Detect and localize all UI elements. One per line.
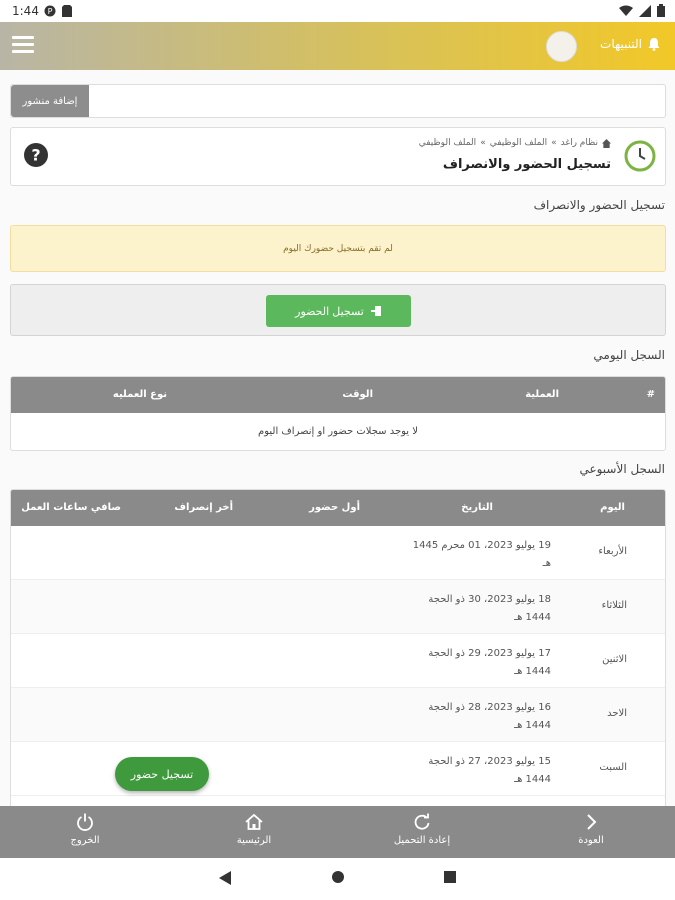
table-header <box>11 377 665 413</box>
weekly-log-table <box>10 489 666 806</box>
nav-back[interactable] <box>536 812 646 846</box>
row-date: 18 يوليو 2023، 30 ذو الحجة 1444 هـ <box>428 594 551 623</box>
row-day: الاحد <box>607 708 627 719</box>
svg-text:P: P <box>47 7 53 16</box>
breadcrumb-item[interactable]: الملف الوظيفي <box>489 138 548 148</box>
sim-card-icon <box>62 5 72 20</box>
column-header: # <box>646 389 655 400</box>
battery-icon <box>657 4 665 17</box>
column-header: نوع العمليه <box>112 389 167 400</box>
checkin-panel <box>10 284 666 336</box>
page-header-card <box>10 127 666 186</box>
svg-text:?: ? <box>31 145 41 165</box>
bell-icon <box>647 37 661 51</box>
column-header: أول حضور <box>309 502 360 513</box>
daily-log-table <box>10 376 666 451</box>
clock-icon <box>623 139 657 173</box>
column-header: أخر إنصراف <box>174 502 233 513</box>
notifications-label: التنبيهات <box>600 37 642 51</box>
chevron-right-icon <box>581 812 601 832</box>
row-date: 16 يوليو 2023، 28 ذو الحجة 1444 هـ <box>428 702 551 731</box>
alert-message: لم تقم بتسجيل حضورك اليوم <box>283 243 393 254</box>
table-row <box>11 634 665 688</box>
wifi-icon <box>619 5 633 17</box>
table-row <box>11 688 665 742</box>
row-day: الاثنين <box>602 654 627 665</box>
reload-icon <box>412 812 432 832</box>
row-day: الثلاثاء <box>601 600 627 611</box>
cloud-sync-icon <box>44 5 56 20</box>
table-row <box>11 742 665 796</box>
row-day: الأربعاء <box>598 546 627 557</box>
door-enter-icon <box>370 305 382 317</box>
app-header <box>0 22 675 70</box>
help-icon[interactable] <box>23 142 49 168</box>
home-icon <box>602 139 611 148</box>
column-header: الوقت <box>342 389 373 400</box>
table-row <box>11 580 665 634</box>
column-header: التاريخ <box>461 502 493 513</box>
nav-label: الخروج <box>70 835 100 846</box>
column-header: صافي ساعات العمل <box>21 502 121 513</box>
nav-logout[interactable] <box>30 812 140 846</box>
notifications-button[interactable] <box>600 37 661 51</box>
table-body <box>11 526 665 796</box>
row-day: السبت <box>599 762 627 773</box>
quick-checkin-button[interactable]: تسجيل حضور <box>115 757 209 791</box>
power-icon <box>75 812 95 832</box>
bottom-navigation <box>0 806 675 858</box>
nav-home[interactable] <box>199 812 309 846</box>
page-content <box>0 70 675 806</box>
breadcrumb-item[interactable]: نظام راغد <box>560 138 598 148</box>
breadcrumb-separator-icon: » <box>551 138 557 148</box>
status-icons-right <box>619 4 665 20</box>
home-circle-icon[interactable] <box>331 870 345 884</box>
row-date: 17 يوليو 2023، 29 ذو الحجة 1444 هـ <box>428 648 551 677</box>
row-date: 15 يوليو 2023، 27 ذو الحجة 1444 هـ <box>428 756 551 785</box>
breadcrumb-item: الملف الوظيفي <box>418 138 477 148</box>
nav-reload[interactable] <box>367 812 477 846</box>
post-composer[interactable] <box>10 84 666 118</box>
nav-label: العودة <box>578 835 604 846</box>
section-title: تسجيل الحضور والانصراف <box>533 198 665 212</box>
page-title: تسجيل الحضور والانصراف <box>442 157 611 172</box>
empty-state-message: لا يوجد سجلات حضور او إنصراف اليوم <box>258 426 418 437</box>
home-icon <box>244 812 264 832</box>
status-bar <box>0 0 675 22</box>
system-navigation <box>0 858 675 900</box>
nav-label: الرئيسية <box>236 835 272 846</box>
checkin-button[interactable] <box>266 295 411 327</box>
breadcrumb-separator-icon: » <box>480 138 486 148</box>
column-header: العملية <box>525 389 559 400</box>
back-triangle-icon[interactable] <box>218 870 232 886</box>
attendance-alert <box>10 225 666 272</box>
add-post-button[interactable]: إضافة منشور <box>11 85 89 117</box>
hamburger-icon[interactable] <box>12 36 34 54</box>
avatar[interactable] <box>546 31 577 62</box>
column-header: اليوم <box>600 502 625 513</box>
recents-square-icon[interactable] <box>443 870 457 884</box>
breadcrumb <box>419 138 611 148</box>
weekly-log-title: السجل الأسبوعي <box>579 462 665 476</box>
table-header <box>11 490 665 526</box>
status-time: 1:44 <box>12 4 39 18</box>
table-row <box>11 526 665 580</box>
signal-icon <box>639 5 651 17</box>
nav-label: إعادة التحميل <box>393 835 451 846</box>
row-date: 19 يوليو 2023، 01 محرم 1445 هـ <box>412 540 551 569</box>
checkin-button-label: تسجيل الحضور <box>295 305 364 318</box>
daily-log-title: السجل اليومي <box>593 348 665 362</box>
